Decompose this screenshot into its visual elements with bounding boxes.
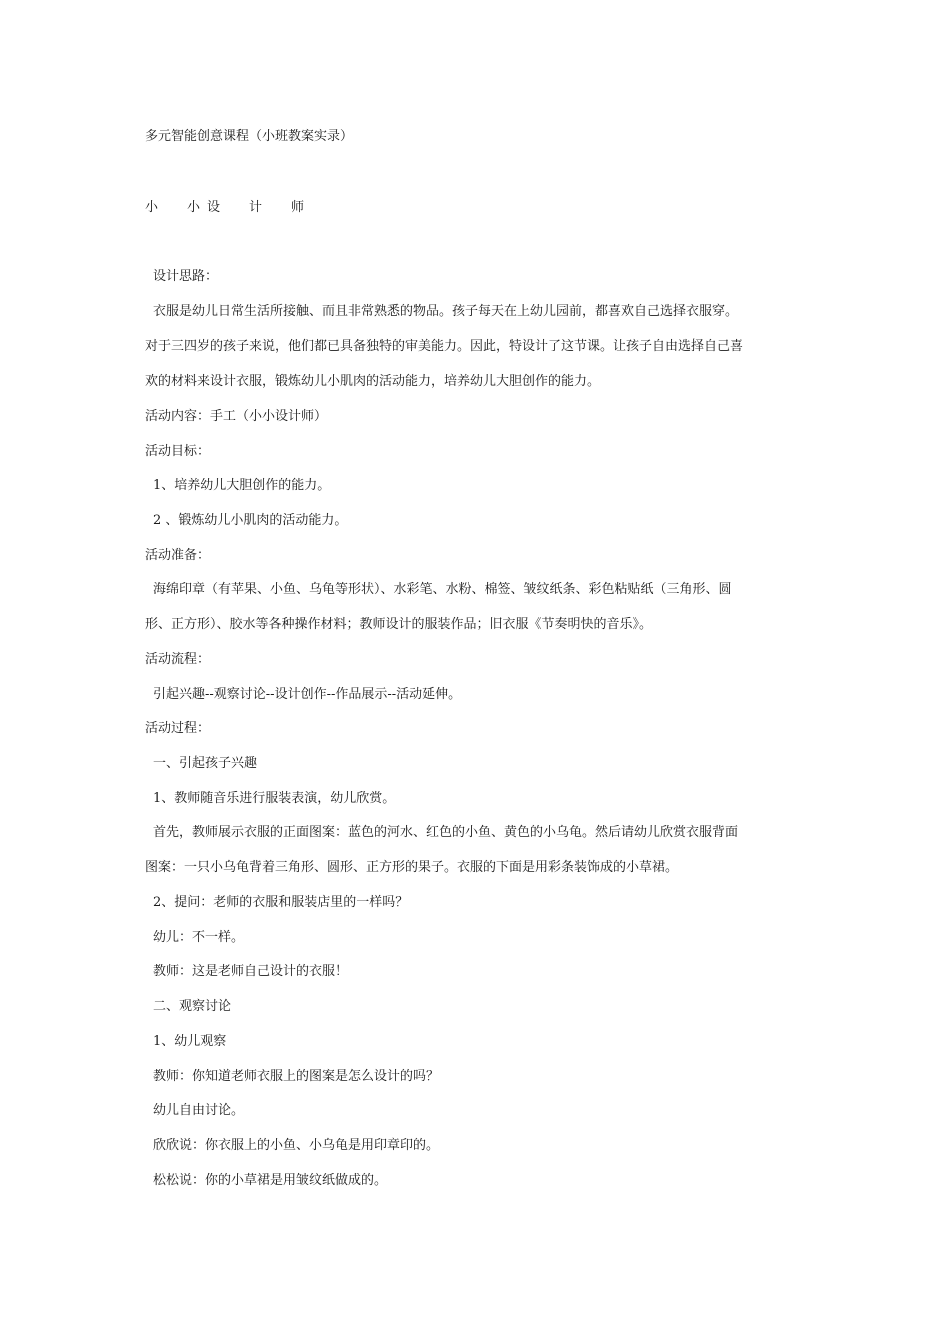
paragraph-line: 幼儿自由讨论。 (153, 1103, 245, 1118)
paragraph-line: 首先，教师展示衣服的正面图案：蓝色的河水、红色的小鱼、黄色的小乌龟。然后请幼儿欣赏衣服背面 (153, 825, 739, 840)
paragraph-line: 欢的材料来设计衣服，锻炼幼儿小肌肉的活动能力，培养幼儿大胆创作的能力。 (145, 374, 601, 389)
section-heading: 设计思路： (153, 269, 219, 284)
section-heading: 活动准备： (145, 548, 211, 563)
list-item: 1、教师随音乐进行服装表演，幼儿欣赏。 (153, 791, 396, 806)
subtitle-char: 师 (291, 200, 305, 215)
paragraph-line: 教师：你知道老师衣服上的图案是怎么设计的吗？ (153, 1069, 440, 1084)
paragraph-line: 引起兴趣--观察讨论--设计创作--作品展示--活动延伸。 (153, 687, 462, 702)
paragraph-line: 衣服是幼儿日常生活所接触、而且非常熟悉的物品。孩子每天在上幼儿园前，都喜欢自己选择衣服穿。 (153, 304, 739, 319)
section-heading: 活动目标： (145, 444, 211, 459)
subtitle-char: 设 (207, 200, 221, 215)
list-item: 2、提问：老师的衣服和服装店里的一样吗？ (153, 895, 409, 910)
paragraph-line: 欣欣说：你衣服上的小鱼、小乌龟是用印章印的。 (153, 1138, 440, 1153)
section-heading: 活动流程： (145, 652, 211, 667)
paragraph-line: 图案：一只小乌龟背着三角形、圆形、正方形的果子。衣服的下面是用彩条装饰成的小草裙。 (145, 860, 679, 875)
list-item: 1、幼儿观察 (153, 1034, 227, 1049)
subsection-heading: 一、引起孩子兴趣 (153, 756, 258, 771)
list-item: 2 、锻炼幼儿小肌肉的活动能力。 (153, 513, 348, 528)
paragraph-line: 活动内容：手工（小小设计师） (145, 409, 328, 424)
paragraph-line: 松松说：你的小草裙是用皱纹纸做成的。 (153, 1173, 388, 1188)
paragraph-line: 形、正方形）、胶水等各种操作材料；教师设计的服装作品；旧衣服《节奏明快的音乐》。 (145, 617, 653, 632)
list-item: 1、培养幼儿大胆创作的能力。 (153, 478, 331, 493)
subsection-heading: 二、观察讨论 (153, 999, 232, 1014)
document-title: 多元智能创意课程（小班教案实录） (145, 129, 354, 144)
paragraph-line: 对于三四岁的孩子来说，他们都已具备独特的审美能力。因此，特设计了这节课。让孩子自由选择自己喜 (145, 339, 744, 354)
paragraph-line: 幼儿：不一样。 (153, 930, 245, 945)
subtitle-char: 计 (249, 200, 263, 215)
section-heading: 活动过程： (145, 721, 211, 736)
subtitle-char: 小 (145, 200, 159, 215)
subtitle-char: 小 (187, 200, 201, 215)
paragraph-line: 教师：这是老师自己设计的衣服！ (153, 964, 349, 979)
paragraph-line: 海绵印章（有苹果、小鱼、乌龟等形状）、水彩笔、水粉、棉签、皱纹纸条、彩色粘贴纸（三角形、圆 (153, 582, 732, 597)
